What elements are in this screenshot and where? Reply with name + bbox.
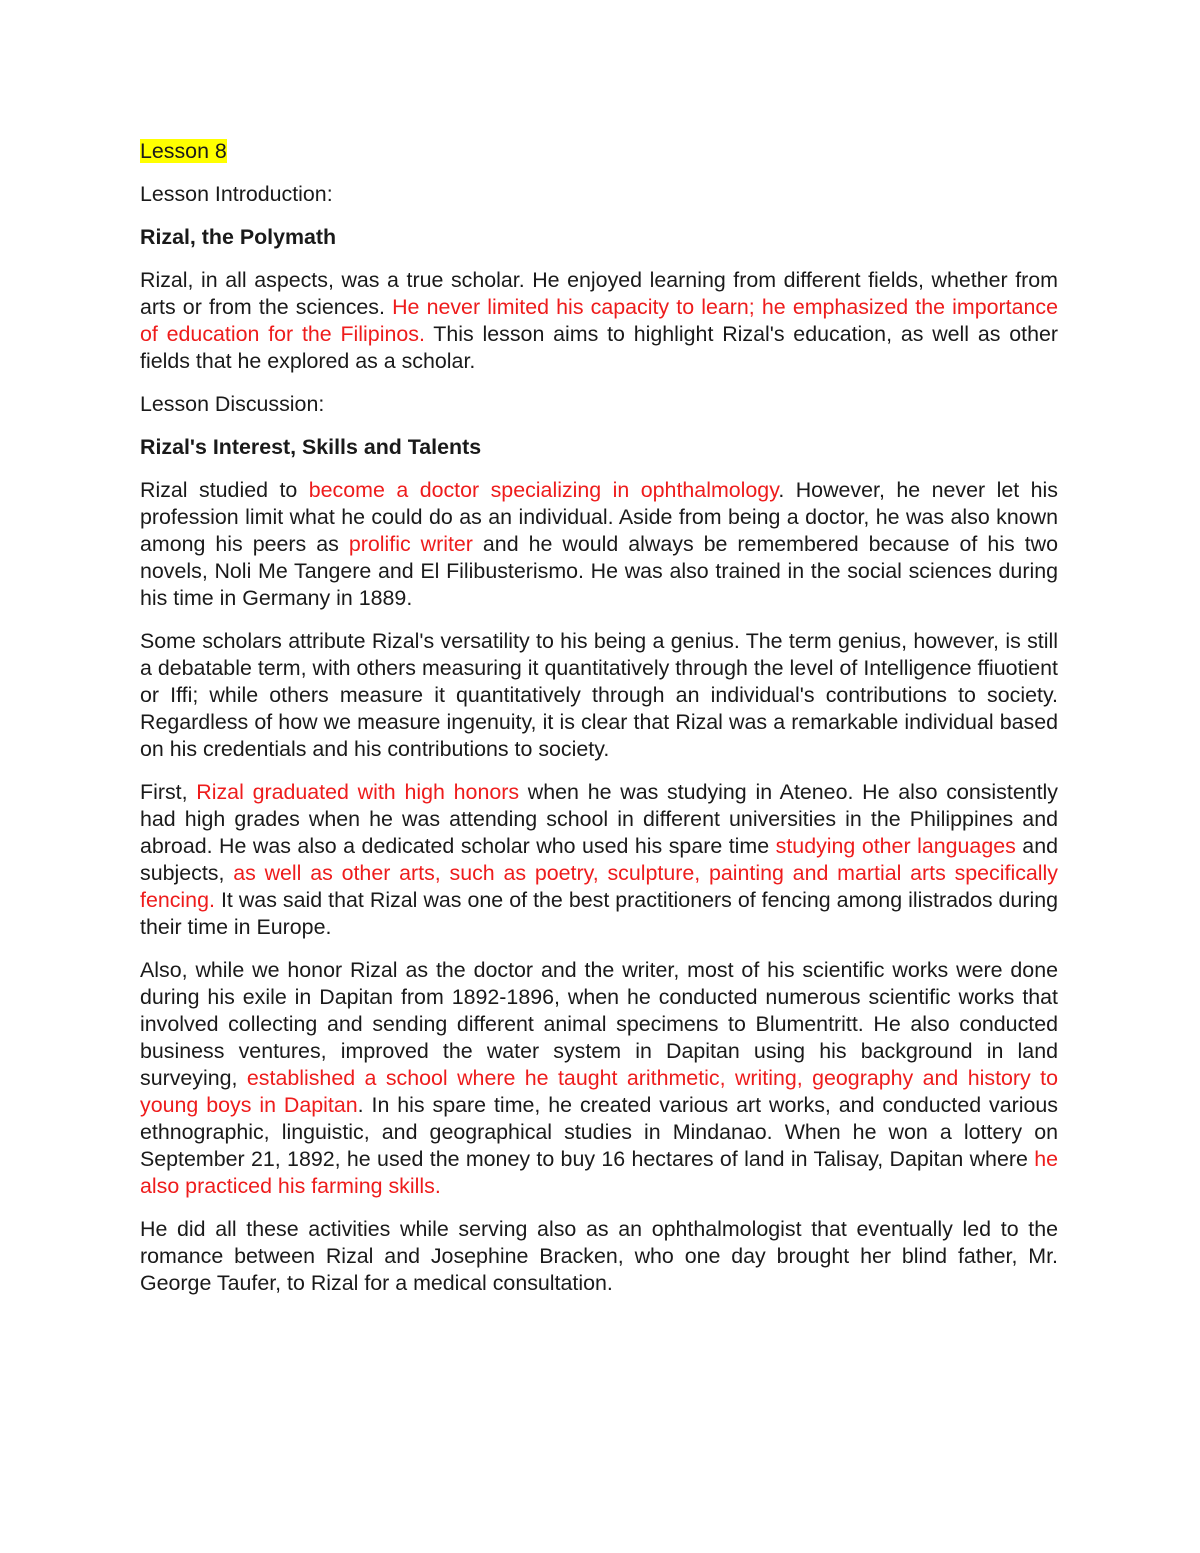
lesson-label-line	[140, 138, 1058, 165]
paragraph-honors	[140, 779, 1058, 941]
body-text: and subjects,	[140, 834, 1058, 885]
emphasis-text: become a doctor specializing in ophthalmology	[308, 478, 779, 502]
emphasis-text: studying other languages	[775, 834, 1016, 858]
emphasis-text: Rizal graduated with high honors	[196, 780, 520, 804]
body-text: Some scholars attribute Rizal's versatility to his being a genius. The term genius, however, is still a debatable term, with others measuring it quantitatively through the level of Intelligence ffiuotient or Iffi; while others measure it quantitatively through an individual's contributions to society. Regardless of how we measure ingenuity, it is clear that Rizal was a remarkable individual based on his credentials and his contributions to society.	[140, 629, 1058, 761]
emphasis-text: he also practiced his farming skills.	[140, 1147, 1058, 1198]
paragraph-doctor-writer	[140, 477, 1058, 612]
emphasis-text: established a school where he taught arithmetic, writing, geography and history to young boys in Dapitan	[140, 1066, 1058, 1117]
body-text: Also, while we honor Rizal as the doctor and the writer, most of his scientific works were done during his exile in Dapitan from 1892-1896, when he conducted numerous scientific works that involved collecting and sending different animal specimens to Blumentritt. He also conducted business ventures, improved the water system in Dapitan using his background in land surveying,	[140, 958, 1058, 1090]
body-text: He did all these activities while serving also as an ophthalmologist that eventually led to the romance between Rizal and Josephine Bracken, who one day brought her blind father, Mr. George Taufer, to Rizal for a medical consultation.	[140, 1217, 1058, 1295]
body-text: and he would always be remembered because of his two novels, Noli Me Tangere and El Filibusterismo. He was also trained in the social sciences during his time in Germany in 1889.	[140, 532, 1058, 610]
emphasis-text: as well as other arts, such as poetry, sculpture, painting and martial arts specifically fencing.	[140, 861, 1058, 912]
intro-paragraph	[140, 267, 1058, 375]
paragraph-dapitan	[140, 957, 1058, 1200]
body-text: . In his spare time, he created various art works, and conducted various ethnographic, linguistic, and geographical studies in Mindanao. When he won a lottery on September 21, 1892, he used the money to buy 16 hectares of land in Talisay, Dapitan where	[140, 1093, 1058, 1171]
body-text: . However, he never let his profession limit what he could do as an individual. Aside from being a doctor, he was also known among his peers as	[140, 478, 1059, 556]
body-text: Rizal, in all aspects, was a true scholar. He enjoyed learning from different fields, whether from arts or from the sciences.	[140, 268, 1058, 319]
paragraph-ophthalmologist	[140, 1216, 1058, 1297]
emphasis-text: He never limited his capacity to learn; he emphasized the importance of education for the Filipinos.	[140, 295, 1058, 346]
body-text: This lesson aims to highlight Rizal's education, as well as other fields that he explored as a scholar.	[140, 322, 1058, 373]
intro-label: Lesson Introduction:	[140, 182, 333, 206]
lesson-label: Lesson 8	[140, 139, 227, 163]
body-text: It was said that Rizal was one of the best practitioners of fencing among ilistrados during their time in Europe.	[140, 888, 1058, 939]
body-text: when he was studying in Ateneo. He also consistently had high grades when he was attending school in different universities in the Philippines and abroad. He was also a dedicated scholar who used his spare time	[140, 780, 1059, 858]
paragraph-genius	[140, 628, 1058, 763]
body-text: First,	[140, 780, 197, 804]
emphasis-text: prolific writer	[348, 532, 473, 556]
discussion-label: Lesson Discussion:	[140, 392, 325, 416]
body-text: Rizal studied to	[140, 478, 309, 502]
section-heading: Rizal's Interest, Skills and Talents	[140, 435, 482, 459]
document-page	[140, 138, 1058, 1313]
lesson-title: Rizal, the Polymath	[140, 225, 337, 249]
